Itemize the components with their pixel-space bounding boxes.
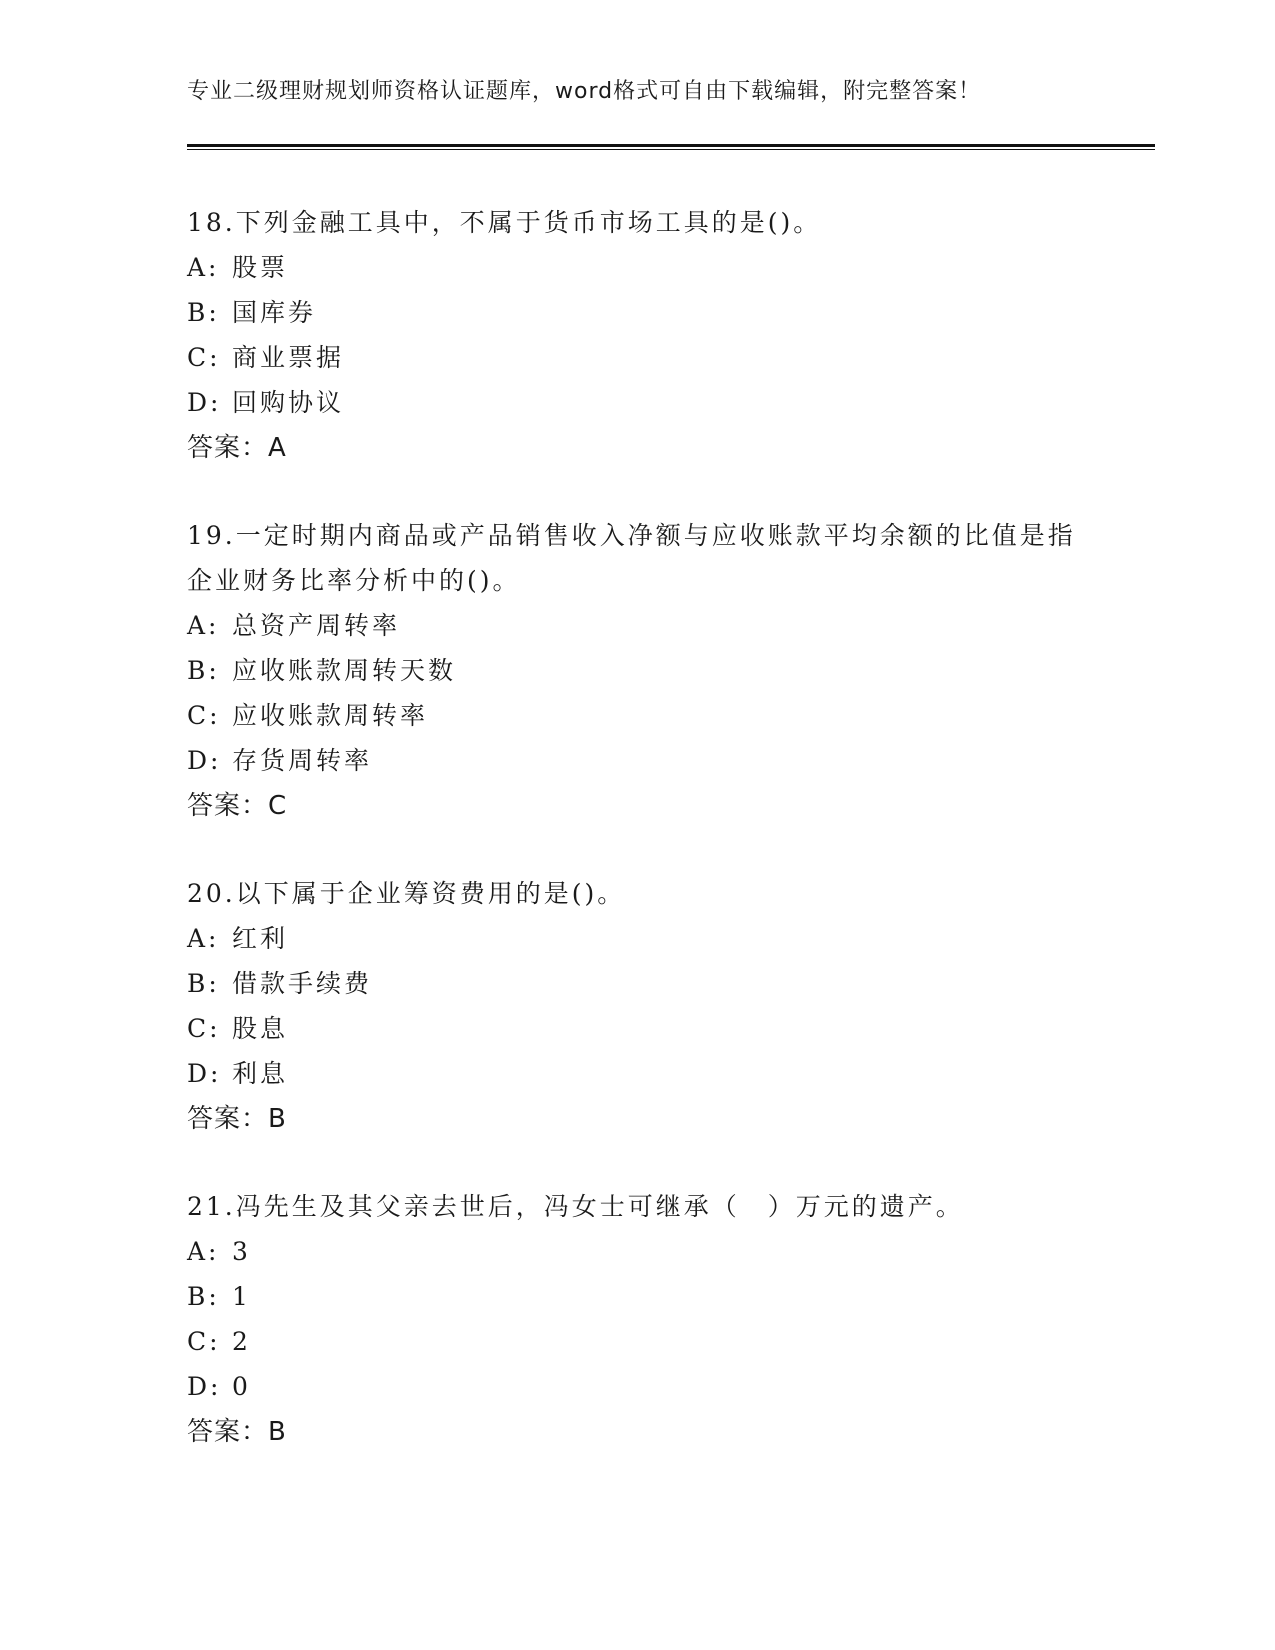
- option-b: [187, 1274, 1087, 1319]
- option-text: 应收账款周转率: [232, 701, 429, 730]
- option-letter: C:: [187, 701, 221, 730]
- option-text: 存货周转率: [232, 746, 373, 775]
- option-a: [187, 916, 1087, 961]
- option-text: 总资产周转率: [232, 611, 401, 640]
- question-item: [187, 1184, 1087, 1455]
- option-d: [187, 380, 1087, 425]
- question-item: [187, 200, 1087, 471]
- option-text: 3: [232, 1237, 251, 1266]
- option-letter: C:: [187, 1014, 221, 1043]
- question-stem: 20.以下属于企业筹资费用的是()。: [187, 879, 626, 908]
- option-letter: D:: [187, 1059, 222, 1088]
- option-letter: B:: [187, 969, 220, 998]
- question-item: [187, 513, 1087, 829]
- option-text: 0: [232, 1372, 251, 1401]
- option-letter: B:: [187, 1282, 220, 1311]
- option-d: [187, 1364, 1087, 1409]
- option-letter: A:: [187, 924, 220, 953]
- divider-thin-line: [187, 149, 1155, 150]
- option-letter: C:: [187, 343, 221, 372]
- document-header: 专业二级理财规划师资格认证题库，word格式可自由下载编辑，附完整答案！: [187, 79, 982, 104]
- answer-line: 答案：A: [187, 433, 287, 463]
- option-letter: A:: [187, 611, 220, 640]
- option-a: [187, 603, 1087, 648]
- option-letter: D:: [187, 746, 222, 775]
- option-letter: D:: [187, 388, 222, 417]
- option-text: 2: [232, 1327, 251, 1356]
- question-stem: 18.下列金融工具中，不属于货币市场工具的是()。: [187, 208, 822, 237]
- option-text: 1: [232, 1282, 251, 1311]
- answer-line: 答案：B: [187, 1417, 287, 1447]
- option-a: [187, 1229, 1087, 1274]
- option-letter: B:: [187, 656, 220, 685]
- option-text: 股票: [232, 253, 289, 282]
- option-text: 利息: [232, 1059, 289, 1088]
- option-letter: A:: [187, 253, 220, 282]
- option-b: [187, 290, 1087, 335]
- option-text: 商业票据: [232, 343, 345, 372]
- option-text: 股息: [232, 1014, 289, 1043]
- option-d: [187, 1051, 1087, 1096]
- option-text: 红利: [232, 924, 289, 953]
- option-letter: C:: [187, 1327, 221, 1356]
- option-letter: D:: [187, 1372, 222, 1401]
- option-b: [187, 648, 1087, 693]
- option-d: [187, 738, 1087, 783]
- answer-line: 答案：C: [187, 791, 288, 821]
- option-text: 借款手续费: [232, 969, 373, 998]
- question-list: [187, 200, 1087, 1497]
- option-b: [187, 961, 1087, 1006]
- question-item: [187, 871, 1087, 1142]
- option-text: 回购协议: [232, 388, 345, 417]
- answer-line: 答案：B: [187, 1104, 287, 1134]
- option-c: [187, 335, 1087, 380]
- question-stem: 21.冯先生及其父亲去世后，冯女士可继承（ ）万元的遗产。: [187, 1192, 964, 1221]
- divider-thick-line: [187, 144, 1155, 147]
- option-letter: B:: [187, 298, 220, 327]
- option-letter: A:: [187, 1237, 220, 1266]
- option-c: [187, 693, 1087, 738]
- option-text: 国库券: [232, 298, 317, 327]
- option-a: [187, 245, 1087, 290]
- option-text: 应收账款周转天数: [232, 656, 457, 685]
- option-c: [187, 1006, 1087, 1051]
- question-stem: 19.一定时期内商品或产品销售收入净额与应收账款平均余额的比值是指企业财务比率分析中的()。: [187, 521, 1076, 595]
- option-c: [187, 1319, 1087, 1364]
- header-divider: [187, 144, 1155, 150]
